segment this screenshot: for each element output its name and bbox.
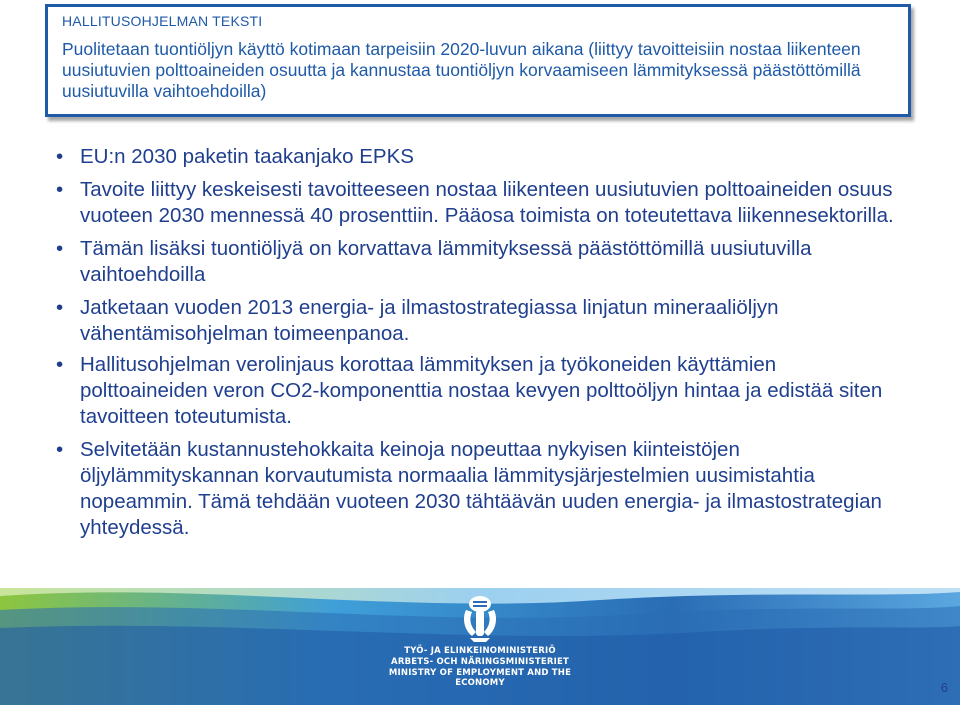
ministry-name-en: MINISTRY OF EMPLOYMENT AND THE ECONOMY (388, 668, 572, 688)
bullet-list (48, 144, 908, 548)
bullet-item: • Selvitetään kustannustehokkaita keinoja nopeuttaa nykyisen kiinteistöjen öljylämmityskannan korvautumista normaalia lämmitysjärjestelmien uusimistahtia nopeammin. Tämä tehdään vuoteen 2030 tähtäävän uuden energia- ja ilmastostrategian yhteydessä. (56, 438, 882, 539)
bullet-item: • Tämän lisäksi tuontiöljyä on korvattava lämmityksessä päästöttömillä uusiutuvilla vaihtoehdoilla (56, 237, 812, 286)
bullet-item: • Jatketaan vuoden 2013 energia- ja ilmastostrategiassa linjatun mineraaliöljyn vähentämisohjelman toimeenpanoa. (56, 296, 779, 345)
bullet-item: • Tavoite liittyy keskeisesti tavoitteeseen nostaa liikenteen uusiutuvien polttoaineiden osuus vuoteen 2030 mennessä 40 prosenttiin. Pääosa toimista on toteutettava liikennesektorilla. (56, 178, 894, 227)
bullet-dot-icon: • (56, 353, 64, 376)
ministry-name-fi: TYÖ- JA ELINKEINOMINISTERIÖ (404, 646, 556, 656)
bullet-dot-icon: • (56, 237, 64, 260)
box-heading: HALLITUSOHJELMAN TEKSTI (62, 13, 263, 29)
bullet-item: • EU:n 2030 paketin taakanjako EPKS (56, 145, 414, 168)
ministry-logo (368, 592, 592, 688)
bullet-dot-icon: • (56, 438, 64, 461)
ministry-name-sv: ARBETS- OCH NÄRINGSMINISTERIET (391, 657, 569, 667)
government-program-box (45, 4, 911, 117)
finnish-lion-crest-icon (456, 592, 504, 644)
bullet-dot-icon: • (56, 145, 64, 168)
box-text: Puolitetaan tuontiöljyn käyttö kotimaan tarpeisiin 2020-luvun aikana (liittyy tavoitteisiin nostaa liikenteen uusiutuvien polttoaineiden osuutta ja kannustaa tuontiöljyn korvaamiseen lämmityksessä päästöttömillä uusiutuvilla vaihtoehdoilla) (62, 39, 861, 101)
bullet-dot-icon: • (56, 296, 64, 319)
bullet-dot-icon: • (56, 178, 64, 201)
page-number: 6 (940, 680, 948, 695)
bullet-item: • Hallitusohjelman verolinjaus korottaa lämmityksen ja työkoneiden käyttämien polttoaineiden veron CO2-komponenttia nostaa kevyen polttoöljyn hintaa ja edistää siten tavoitteen toteutumista. (56, 353, 883, 428)
